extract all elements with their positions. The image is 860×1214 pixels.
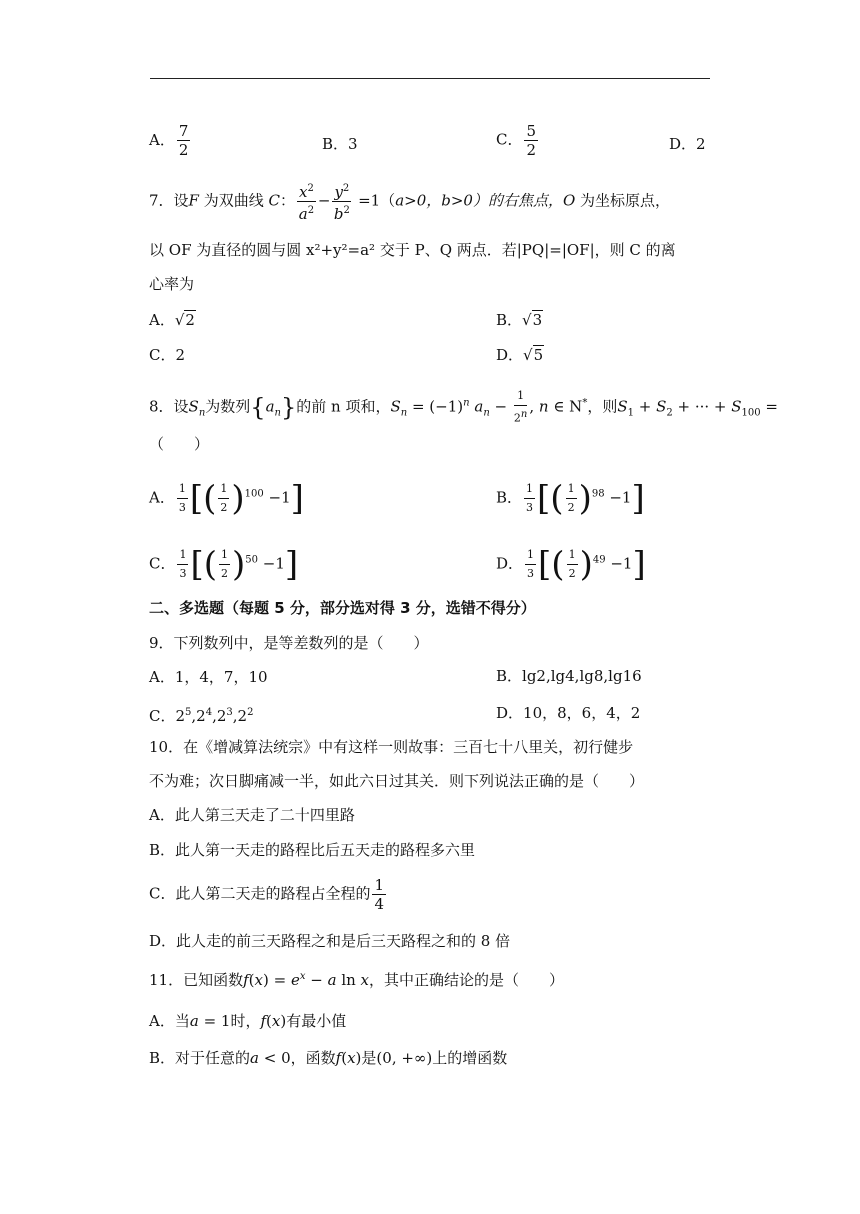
section-heading: 二、多选题（每题 5 分，部分选对得 3 分，选错不得分） bbox=[149, 599, 536, 617]
header-rule bbox=[150, 78, 710, 79]
q6-option-b[interactable]: B．3 bbox=[322, 135, 358, 153]
q8-stem: 8．设$S_n$为数列$\{a_n\}$的前 n 项和，$S_n = (-1)^n$ $a_n$ − $\frac{1}{2^n}$ , n ∈ N*，则$S_1 + S_2$ + ··· + $S_{100}$ = bbox=[149, 389, 778, 425]
q9-option-d[interactable]: D．10，8，6，4，2 bbox=[496, 704, 641, 722]
q8-option-d[interactable]: D． $\frac{1}{3}$ [( $\frac{1}{2}$ )$^{49}$ −1] bbox=[496, 544, 646, 585]
q8-option-c[interactable]: C． $\frac{1}{3}$ [( $\frac{1}{2}$ )$^{50}$ −1] bbox=[149, 544, 299, 585]
q11-option-b[interactable]: B．对于任意的a < 0，函数f(x)是(0, +∞)上的增函数 bbox=[149, 1049, 508, 1067]
q9-option-c[interactable]: C．$2^5,2^4,2^3,2^2$ bbox=[149, 707, 254, 725]
q7-stem: 7．设F 为双曲线 C： $\frac{x^2}{a^2}$ − $\frac{y^2}{b^2}$ =1（a>0，b>0）的右焦点，O 为坐标原点， bbox=[149, 180, 670, 223]
q10-option-b[interactable]: B．此人第一天走的路程比后五天走的路程多六里 bbox=[149, 841, 476, 859]
q8-option-b[interactable]: B． $\frac{1}{3}$ [( $\frac{1}{2}$ )$^{98}$ −1] bbox=[496, 478, 645, 519]
q10-option-a[interactable]: A．此人第三天走了二十四里路 bbox=[149, 806, 355, 824]
q6-option-a[interactable]: A． $\frac{7}{2}$ bbox=[149, 122, 189, 159]
q9-option-b[interactable]: B．lg2,lg4,lg8,lg16 bbox=[496, 667, 642, 685]
q7-option-a[interactable]: A．√2 bbox=[149, 311, 195, 329]
q7-stem-line3: 心率为 bbox=[149, 275, 195, 293]
q10-stem-line2: 不为难；次日脚痛减一半，如此六日过其关．则下列说法正确的是（ ） bbox=[149, 772, 645, 790]
q6-option-c[interactable]: C． $\frac{5}{2}$ bbox=[496, 122, 537, 159]
q7-stem-line2: 以 OF 为直径的圆与圆 x²+y²=a² 交于 P、Q 两点．若|PQ|=|OF|，则 C 的离 bbox=[149, 241, 676, 259]
fraction: $\frac{7}{2}$ bbox=[178, 122, 189, 159]
q11-stem: 11．已知函数$f(x) = e^x - a$ ln x，其中正确结论的是（ ） bbox=[149, 971, 565, 989]
q6-options bbox=[149, 122, 192, 159]
q10-option-d[interactable]: D．此人走的前三天路程之和是后三天路程之和的 8 倍 bbox=[149, 932, 511, 950]
q7-option-d[interactable]: D．√5 bbox=[496, 346, 544, 364]
q11-option-a[interactable]: A．当a = 1时，f(x)有最小值 bbox=[149, 1012, 347, 1030]
q10-stem: 10．在《增减算法统宗》中有这样一则故事：三百七十八里关，初行健步 bbox=[149, 738, 634, 756]
fraction: $\frac{5}{2}$ bbox=[526, 122, 537, 159]
q10-option-c[interactable]: C．此人第二天走的路程占全程的 $\frac{1}{4}$ bbox=[149, 876, 385, 913]
q8-paren: （ ） bbox=[149, 435, 210, 453]
q7-option-c[interactable]: C．2 bbox=[149, 346, 186, 364]
q8-option-a[interactable]: A． $\frac{1}{3}$ [( $\frac{1}{2}$ )$^{100}$ −1] bbox=[149, 478, 304, 519]
q9-option-a[interactable]: A．1，4，7，10 bbox=[149, 668, 268, 686]
q9-stem: 9．下列数列中，是等差数列的是（ ） bbox=[149, 634, 429, 652]
q7-option-b[interactable]: B．√3 bbox=[496, 311, 543, 329]
q6-option-d[interactable]: D．2 bbox=[669, 135, 706, 153]
